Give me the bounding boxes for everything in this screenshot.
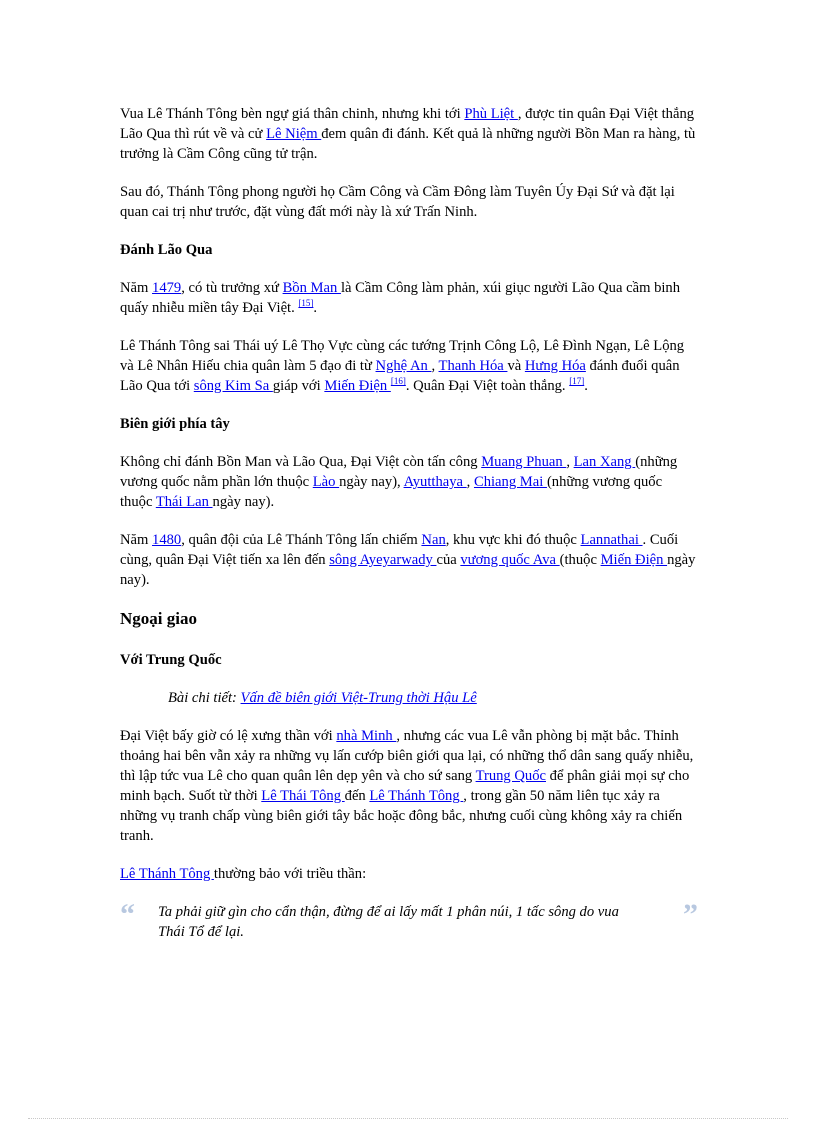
- text: ngày nay).: [120, 552, 696, 588]
- link-main-article[interactable]: Vấn đề biên giới Việt-Trung thời Hậu Lê: [240, 690, 477, 706]
- paragraph-tran-ninh: Sau đó, Thánh Tông phong người họ Cầm Công và Cầm Đông làm Tuyên Úy Đại Sứ và đặt lại quan cai trị như trước, đặt vùng đất mới này là xứ Trấn Ninh.: [120, 184, 675, 220]
- link-le-thanh-tong[interactable]: Lê Thánh Tông: [369, 788, 464, 804]
- paragraph-le-tho-vuc: [120, 336, 698, 396]
- text: đến: [344, 788, 370, 804]
- link-mien-dien[interactable]: Miến Điện: [324, 378, 391, 394]
- text: Vua Lê Thánh Tông bèn ngự giá thân chinh, nhưng khi tới: [120, 106, 465, 122]
- link-ayutthaya[interactable]: Ayutthaya: [403, 474, 467, 490]
- text: thường bảo với triều thần:: [213, 866, 367, 882]
- text: để phân giải mọi sự cho minh bạch. Suốt từ thời: [120, 768, 690, 804]
- text: ngày nay),: [339, 474, 404, 490]
- heading-bien-gioi-phia-tay: Biên giới phía tây: [120, 416, 230, 432]
- page-bottom-divider: [28, 1118, 788, 1119]
- reference-16[interactable]: [16]: [390, 376, 406, 387]
- text: (thuộc: [559, 552, 601, 568]
- text: đem quân đi đánh. Kết quả là những người Bồn Man ra hàng, tù trưởng là Cầm Công cũng tử trận.: [120, 126, 696, 162]
- link-phu-liet[interactable]: Phù Liệt: [464, 106, 518, 122]
- link-thanh-hoa[interactable]: Thanh Hóa: [438, 358, 508, 374]
- text: ,: [566, 454, 574, 470]
- link-nghe-an[interactable]: Nghệ An: [375, 358, 432, 374]
- text: , trong gần 50 năm liên tục xảy ra những vụ tranh chấp vùng biên giới tây bắc hoặc đông bắc, nhưng cuối cùng không xảy ra chiến tranh.: [120, 788, 683, 844]
- paragraph-tan-cong: [120, 452, 698, 512]
- open-quote-icon: “: [120, 898, 135, 931]
- link-lao[interactable]: Lào: [312, 474, 340, 490]
- link-nha-minh[interactable]: nhà Minh: [336, 728, 397, 744]
- text: . Quân Đại Việt toàn thắng.: [405, 378, 570, 394]
- link-1479[interactable]: 1479: [152, 280, 182, 296]
- link-le-niem[interactable]: Lê Niệm: [266, 126, 322, 142]
- text: giáp với: [272, 378, 325, 394]
- link-chiang-mai[interactable]: Chiang Mai: [473, 474, 547, 490]
- text: , khu vực khi đó thuộc: [445, 532, 581, 548]
- text: .: [584, 378, 588, 394]
- main-article-note: [168, 688, 698, 708]
- text: ,: [431, 358, 439, 374]
- link-mien-dien-2[interactable]: Miến Điện: [600, 552, 668, 568]
- paragraph-phu-liet: [120, 104, 698, 164]
- link-nan[interactable]: Nan: [421, 532, 446, 548]
- paragraph-nha-minh: [120, 726, 698, 846]
- paragraph-nam-1480: [120, 530, 698, 590]
- document-page: [120, 104, 698, 942]
- text: của: [436, 552, 461, 568]
- reference-17[interactable]: [17]: [569, 376, 585, 387]
- text: Lê Thánh Tông sai Thái uý Lê Thọ Vực cùng các tướng Trịnh Công Lộ, Lê Đình Ngạn, Lê Lộng và Lê Nhân Hiếu chia quân làm 5 đạo đi từ: [120, 338, 685, 374]
- text: đánh đuổi quân Lão Qua tới: [120, 358, 680, 394]
- link-song-kim-sa[interactable]: sông Kim Sa: [193, 378, 273, 394]
- heading-ngoai-giao: Ngoại giao: [120, 609, 197, 628]
- text: , nhưng các vua Lê vẫn phòng bị mặt bắc. Thỉnh thoảng hai bên vẫn xảy ra những vụ lấn cướp biên giới qua lại, có những thổ dân sang quấy nhiễu, thì lập tức vua Lê cho quan quân lên dẹp yên và cho sứ sang: [120, 728, 694, 784]
- reference-15[interactable]: [15]: [298, 298, 314, 309]
- text: , được tin quân Đại Việt thắng Lão Qua thì rút về và cử: [120, 106, 695, 142]
- close-quote-icon: ”: [683, 898, 698, 931]
- paragraph-nam-1479: [120, 278, 698, 318]
- text: Năm: [120, 280, 153, 296]
- link-le-thai-tong[interactable]: Lê Thái Tông: [261, 788, 345, 804]
- text: ngày nay).: [212, 494, 275, 510]
- heading-voi-trung-quoc: Với Trung Quốc: [120, 652, 222, 668]
- text: .: [313, 300, 318, 316]
- text: là Cầm Công làm phản, xúi giục người Lão Qua cầm binh quấy nhiễu miền tây Đại Việt.: [120, 280, 681, 316]
- link-song-ayeyarwady[interactable]: sông Ayeyarwady: [329, 552, 437, 568]
- link-thai-lan[interactable]: Thái Lan: [155, 494, 213, 510]
- text: ,: [466, 474, 474, 490]
- text: (những vương quốc thuộc: [120, 474, 663, 510]
- blockquote: [120, 898, 698, 942]
- link-le-thanh-tong-2[interactable]: Lê Thánh Tông: [120, 866, 214, 882]
- link-muang-phuan[interactable]: Muang Phuan: [481, 454, 567, 470]
- link-bon-man[interactable]: Bồn Man: [282, 280, 341, 296]
- paragraph-trieu-than: [120, 864, 698, 884]
- text: . Cuối cùng, quân Đại Việt tiến xa lên đến: [120, 532, 679, 568]
- text: , quân đội của Lê Thánh Tông lấn chiếm: [181, 532, 422, 548]
- text: và: [507, 358, 525, 374]
- link-1480[interactable]: 1480: [152, 532, 182, 548]
- text: Không chỉ đánh Bồn Man và Lão Qua, Đại Việt còn tấn công: [120, 454, 482, 470]
- link-hung-hoa[interactable]: Hưng Hóa: [524, 358, 586, 374]
- link-lannathai[interactable]: Lannathai: [580, 532, 643, 548]
- link-vuong-quoc-ava[interactable]: vương quốc Ava: [460, 552, 560, 568]
- quote-text: Ta phải giữ gìn cho cẩn thận, đừng để ai lấy mất 1 phân núi, 1 tấc sông do vua Thái Tổ để lại.: [158, 904, 619, 940]
- text: Năm: [120, 532, 153, 548]
- link-trung-quoc[interactable]: Trung Quốc: [475, 768, 546, 784]
- text: (những vương quốc nằm phần lớn thuộc: [120, 454, 678, 490]
- link-lan-xang[interactable]: Lan Xang: [573, 454, 636, 470]
- text: , có tù trưởng xứ: [181, 280, 283, 296]
- detail-label: Bài chi tiết:: [168, 690, 241, 706]
- text: Đại Việt bấy giờ có lệ xưng thần với: [120, 728, 337, 744]
- heading-danh-lao-qua: Đánh Lão Qua: [120, 242, 213, 258]
